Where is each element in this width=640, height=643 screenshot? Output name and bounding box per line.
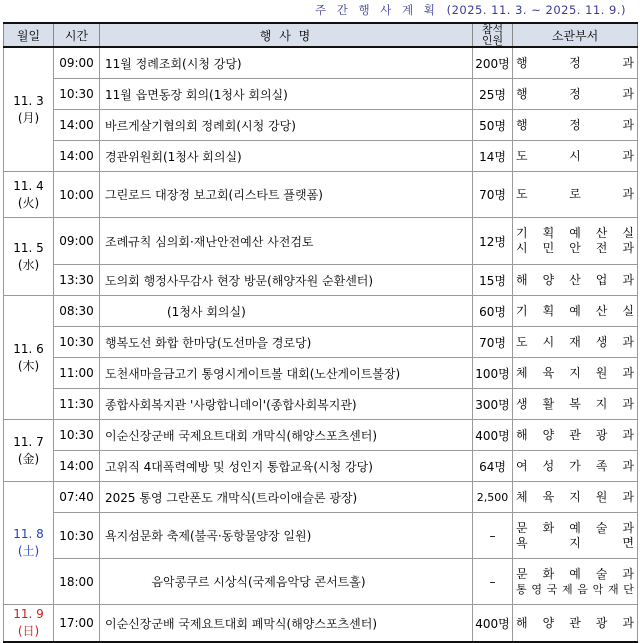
col-count: 참석 인원 (473, 23, 513, 47)
schedule-title (0, 0, 640, 22)
department-name: 욕 지 면 (516, 535, 634, 550)
attendee-count: 2,500 (473, 482, 513, 513)
day-of-week: (土) (17, 544, 40, 558)
event-name: 음악콩쿠르 시상식(국제음악당 콘서트홀) (151, 575, 366, 589)
department-name: 도 로 과 (516, 187, 634, 201)
department-cell (513, 389, 638, 420)
header-row (4, 23, 638, 47)
event-cell (100, 482, 473, 513)
attendee-count: 15명 (473, 265, 513, 296)
department-name: 시 민 안 전 과 (516, 241, 634, 255)
attendee-count: 300명 (473, 389, 513, 420)
event-name: 고위직 4대폭력예방 및 성인지 통합교육(시청 강당) (105, 459, 373, 474)
day-date: 11. 4 (13, 178, 44, 193)
department-name: 문 화 예 술 과 (516, 566, 634, 581)
schedule-body (4, 47, 638, 642)
date-range: (2025. 11. 3. ~ 2025. 11. 9.) (446, 3, 626, 17)
day-of-week: (日) (17, 624, 40, 638)
department-cell (513, 327, 638, 358)
event-name: 2025 통영 그란폰도 개막식(트라이애슬론 광장) (105, 490, 358, 505)
time-cell: 14:00 (54, 141, 100, 172)
event-name: 행복도선 화합 한마당(도선마을 경로당) (105, 335, 312, 350)
day-of-week: (木) (17, 358, 40, 373)
day-date: 11. 3 (13, 93, 44, 108)
day-cell (4, 296, 54, 420)
event-cell (100, 79, 473, 110)
event-cell (100, 451, 473, 482)
day-cell (4, 420, 54, 482)
time-cell: 09:00 (54, 47, 100, 79)
day-of-week: (火) (17, 195, 40, 210)
day-of-week: (月) (17, 110, 40, 125)
department-name: 체 육 지 원 과 (516, 489, 634, 504)
col-event: 행 사 명 (100, 23, 473, 47)
event-cell (100, 513, 473, 559)
table-row (4, 296, 638, 327)
time-cell: 17:00 (54, 605, 100, 643)
event-name: 조례규칙 심의회·재난안전예산 사전검토 (105, 234, 314, 249)
department-name: 기 획 예 산 실 (516, 303, 634, 318)
event-name: 이순신장군배 국제요트대회 개막식(해양스포츠센터) (105, 428, 378, 443)
department-cell (513, 265, 638, 296)
attendee-count: 70명 (473, 327, 513, 358)
event-cell (100, 47, 473, 79)
event-cell (100, 358, 473, 389)
time-cell: 10:30 (54, 79, 100, 110)
day-of-week: (水) (17, 257, 40, 272)
col-dept: 소관부서 (513, 23, 638, 47)
day-of-week: (金) (17, 451, 40, 466)
table-row (4, 482, 638, 513)
attendee-count: 200명 (473, 47, 513, 79)
time-cell: 14:00 (54, 110, 100, 141)
department-name: 도 시 재 생 과 (516, 334, 634, 349)
attendee-count: – (473, 513, 513, 559)
time-cell: 14:00 (54, 451, 100, 482)
time-cell: 10:00 (54, 172, 100, 218)
table-row (4, 110, 638, 141)
event-cell (100, 141, 473, 172)
time-cell: 10:30 (54, 420, 100, 451)
department-cell (513, 605, 638, 643)
event-cell (100, 218, 473, 265)
department-name: 행 정 과 (516, 55, 634, 70)
weekly-schedule-table (3, 22, 638, 643)
department-name: 여 성 가 족 과 (516, 458, 634, 473)
department-cell (513, 296, 638, 327)
department-cell (513, 451, 638, 482)
table-row (4, 172, 638, 218)
event-cell (100, 420, 473, 451)
department-cell (513, 47, 638, 79)
table-row (4, 389, 638, 420)
attendee-count: 50명 (473, 110, 513, 141)
table-row (4, 513, 638, 559)
event-cell (100, 172, 473, 218)
day-cell (4, 47, 54, 172)
day-cell (4, 605, 54, 643)
department-name: 행 정 과 (516, 117, 634, 132)
table-row (4, 327, 638, 358)
table-row (4, 420, 638, 451)
table-row (4, 141, 638, 172)
department-name: 체 육 지 원 과 (516, 365, 634, 380)
department-name: 해 양 산 업 과 (516, 272, 634, 287)
attendee-count: 25명 (473, 79, 513, 110)
table-row (4, 605, 638, 643)
event-name: 종합사회복지관 '사랑합니데이'(종합사회복지관) (105, 397, 357, 412)
time-cell: 13:30 (54, 265, 100, 296)
event-cell (100, 389, 473, 420)
event-name: 이순신장군배 국제요트대회 폐막식(해양스포츠센터) (105, 616, 378, 631)
table-row (4, 559, 638, 605)
day-date: 11. 9 (13, 607, 44, 621)
time-cell: 10:30 (54, 327, 100, 358)
department-name: 해 양 관 광 과 (516, 615, 634, 630)
department-name: 문 화 예 술 과 (516, 520, 634, 535)
day-date: 11. 5 (13, 240, 44, 255)
day-cell (4, 218, 54, 296)
attendee-count: 70명 (473, 172, 513, 218)
table-row (4, 451, 638, 482)
title-label: 주 간 행 사 계 획 (314, 3, 439, 17)
time-cell: 09:00 (54, 218, 100, 265)
event-name: (1청사 회의실) (167, 304, 246, 319)
time-cell: 11:00 (54, 358, 100, 389)
event-cell (100, 296, 473, 327)
department-name: 기 획 예 산 실 (516, 226, 634, 240)
event-name: 욕지섬문화 축제(불곡·동항물양장 일원) (105, 529, 312, 543)
col-date: 월일 (4, 23, 54, 47)
attendee-count: 14명 (473, 141, 513, 172)
table-row (4, 358, 638, 389)
event-cell (100, 559, 473, 605)
department-name: 해 양 관 광 과 (516, 427, 634, 442)
event-name: 11월 읍면동장 회의(1청사 회의실) (105, 87, 288, 102)
department-name: 생 활 복 지 과 (516, 396, 634, 411)
time-cell: 07:40 (54, 482, 100, 513)
time-cell: 18:00 (54, 559, 100, 605)
table-row (4, 79, 638, 110)
attendee-count: – (473, 559, 513, 605)
day-cell (4, 172, 54, 218)
time-cell: 08:30 (54, 296, 100, 327)
col-time: 시간 (54, 23, 100, 47)
department-cell (513, 420, 638, 451)
department-cell (513, 141, 638, 172)
day-cell (4, 482, 54, 605)
time-cell: 11:30 (54, 389, 100, 420)
department-cell (513, 172, 638, 218)
department-cell (513, 110, 638, 141)
department-cell (513, 513, 638, 559)
day-date: 11. 7 (13, 434, 44, 449)
department-cell (513, 358, 638, 389)
department-cell (513, 482, 638, 513)
event-cell (100, 327, 473, 358)
department-cell (513, 559, 638, 605)
department-name: 도 시 과 (516, 148, 634, 163)
department-name: 통 영 국 제 음 악 재 단 (516, 582, 634, 596)
event-name: 경관위원회(1청사 회의실) (105, 149, 242, 164)
attendee-count: 100명 (473, 358, 513, 389)
attendee-count: 64명 (473, 451, 513, 482)
attendee-count: 400명 (473, 605, 513, 643)
event-cell (100, 265, 473, 296)
attendee-count: 400명 (473, 420, 513, 451)
day-date: 11. 8 (13, 527, 44, 541)
table-row (4, 265, 638, 296)
department-cell (513, 218, 638, 265)
event-cell (100, 110, 473, 141)
event-cell (100, 605, 473, 643)
event-name: 도천새마을금고기 통영시게이트볼 대회(노산게이트볼장) (105, 366, 401, 381)
event-name: 도의회 행정사무감사 현장 방문(해양자원 순환센터) (105, 273, 374, 288)
attendee-count: 12명 (473, 218, 513, 265)
table-row (4, 47, 638, 79)
time-cell: 10:30 (54, 513, 100, 559)
department-cell (513, 79, 638, 110)
attendee-count: 60명 (473, 296, 513, 327)
event-name: 그린로드 대장정 보고회(리스타트 플랫폼) (105, 188, 323, 202)
department-name: 행 정 과 (516, 86, 634, 101)
event-name: 바르게살기협의회 정례회(시청 강당) (105, 118, 296, 133)
event-name: 11월 정례조회(시청 강당) (105, 56, 242, 71)
table-row (4, 218, 638, 265)
day-date: 11. 6 (13, 341, 44, 356)
